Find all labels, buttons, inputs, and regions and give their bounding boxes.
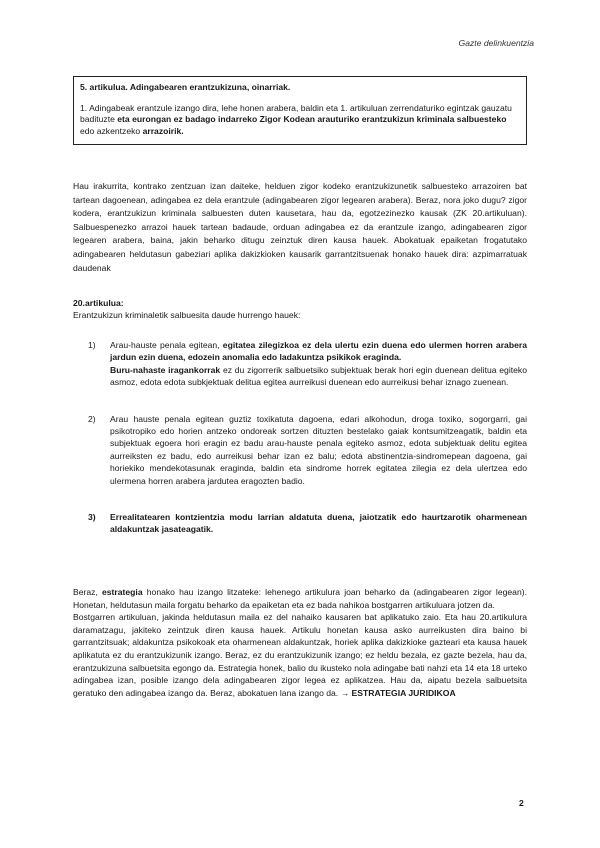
conclusion-p1-bold: estrategia xyxy=(102,587,143,597)
article-20-heading xyxy=(73,297,527,321)
cause-number: 3) xyxy=(88,512,96,523)
article-5-box xyxy=(73,76,527,145)
page-number: 2 xyxy=(519,798,524,808)
cause-3-text: Errealitatearen kontzientzia modu larrian aldatuta duena, jaiotzatik edo haurtzarotik oharmenean aldakuntzak jasateagatik. xyxy=(110,512,527,535)
running-header: Gazte delinkuentzia xyxy=(458,38,534,48)
cause-1-text-a: Arau-hauste penala egitean, xyxy=(110,340,223,350)
conclusion-p1-a: Beraz, xyxy=(73,587,102,597)
conclusion-paragraph-2 xyxy=(73,611,527,699)
cause-item-1 xyxy=(73,339,527,389)
intro-paragraph: Hau irakurrita, kontrako zentzuan izan daiteke, helduen zigor kodeko erantzukizunetik salbuesteko arrazoiren bat tartean dagoenean, adingabea ez dela erantzule (adingabearen zigor legearen arabera). Beraz, nora joko dugu? zigor kodera, erantzukizun kriminala salbuesten duten kausetara, hau da, egotzezinezko kausak (ZK 20.artikuluan). Salbuespenezko arrazoi hauek tartean badaude, orduan adingabea ez da erantzule izango, adingabearen zigor legearen arabera, baina, jakin beharko ditugu zeinztuk diren kausa hauek. Abokatuak epaiketan frogatutako adingabearen heldutasun gabeziari aplika dakizkioken kausarik garrantzitsuenak honako hauek dira: azpimarratuak daudenak xyxy=(73,181,527,273)
arrow-icon: → xyxy=(340,687,350,698)
article-5-text xyxy=(80,103,520,138)
cause-number: 1) xyxy=(88,340,96,350)
article-5-text-bold-1: eta eurongan ez badago indarreko Zigor Kodean arauturiko erantzukizun kriminala salbuesteko xyxy=(117,114,507,125)
article-20-causes-list xyxy=(73,339,527,536)
cause-2-text: Arau hauste penala egitean guztiz toxikatuta dagoena, edari alkohodun, droga toxiko, sogorgarri, gai psikotropiko edo horien antzeko ondoreak sortzen dituzten bestelako gaiak kontsumitzeagatik, baldin eta subjektuak egoera hori eragin ez badu arau-hauste penala egiteko asmoz, edota subjektuak delitu egitea aurreiksten ez badu, edo aurreikusi behar izan ez balu; edota abstinentzia-sindromepean dagoena, gai horiekiko mendekotasunak eraginda, baldin eta sindrome horrek egitatea zilegia ez dela ulertzea edo ulermena horren arabera jardutea eragozten badio. xyxy=(110,413,527,486)
article-5-title: 5. artikulua. Adingabearen erantzukizuna, oinarriak. xyxy=(80,82,291,92)
conclusion-section xyxy=(73,586,527,699)
cause-item-2 xyxy=(73,413,527,487)
cause-number: 2) xyxy=(88,413,96,424)
article-5-text-c: edo azkentzeko xyxy=(80,125,143,136)
conclusion-p2-a: Bostgarren artikuluan, jakinda heldutasun maila ez del nahaiko kausaren bat aplikatuko zaio. Eta hau 20.artikulura daramatzagu, jakiteko zeintzuk diren kausa hauek. Artikulu honetan kausa asko aurreikusten dira baino bi garrantzitsuak; aldakuntza psikokoak eta oharmenean aldakuntzak, horiek aplika dakizkioke gazteari eta kausa hauek aplikatuta ez du erantzukizunik izango. Beraz, ez du erantzukizunik izango; ez heldu bezala, ez gazte bezela, hau da, erantzukizuna salbuetsita egongo da. Estrategia honek, balio du ikusteko nola adingabe bati nahzi eta 14 eta 18 urteko adingabea izan, posible izango dela adingabearen zigor legea ez aplikatzea. Hau da, aipatu bezela salbuetsita geratuko den adingabea izango da. Beraz, abokatuen lana izango da. xyxy=(73,612,527,698)
article-5-text-a: 1. Adingabeak erantzule izango dira, lehe honen arabera, baldin eta 1. artikuluan zerrendaturiko egintzak gauzatu badituzte xyxy=(80,102,512,125)
article-20-lead: Erantzukizun kriminaletik salbuesita daude hurrengo hauek: xyxy=(73,310,301,320)
conclusion-p1-c: honako hau izango litzateke: lehenego artikulura joan beharko da (adingabearen zigor legean). Honetan, heldutasun maila forgatu beharko da epaiketan eta ez bada nahikoa bostgarren artikuluara jotzen da. xyxy=(73,587,527,610)
cause-1-text-d: ez du zigorrerik salbuetsiko subjektuak berak hori egin duenean delitua egiteko asmoz, edota edota subkjektuak delitua egitea aurreikusi duenean edo aurreikusi behar iznago zuenean. xyxy=(110,364,527,388)
cause-1-subterm: Buru-nahaste iragankorrak xyxy=(110,364,221,375)
cause-item-3 xyxy=(73,511,527,536)
article-20-title: 20.artikulua: xyxy=(73,298,124,308)
conclusion-paragraph-1 xyxy=(73,586,527,611)
conclusion-p2-bold: ESTRATEGIA JURIDIKOA xyxy=(349,687,456,698)
article-5-text-bold-2: arrazoirik. xyxy=(142,125,184,136)
cause-1-text-bold: egitatea zilegizkoa ez dela ulertu ezin duena edo ulermen horren arabera jardun ezin duena, edozein anomalia edo ladakuntza psikikok eraginda. xyxy=(110,340,527,363)
